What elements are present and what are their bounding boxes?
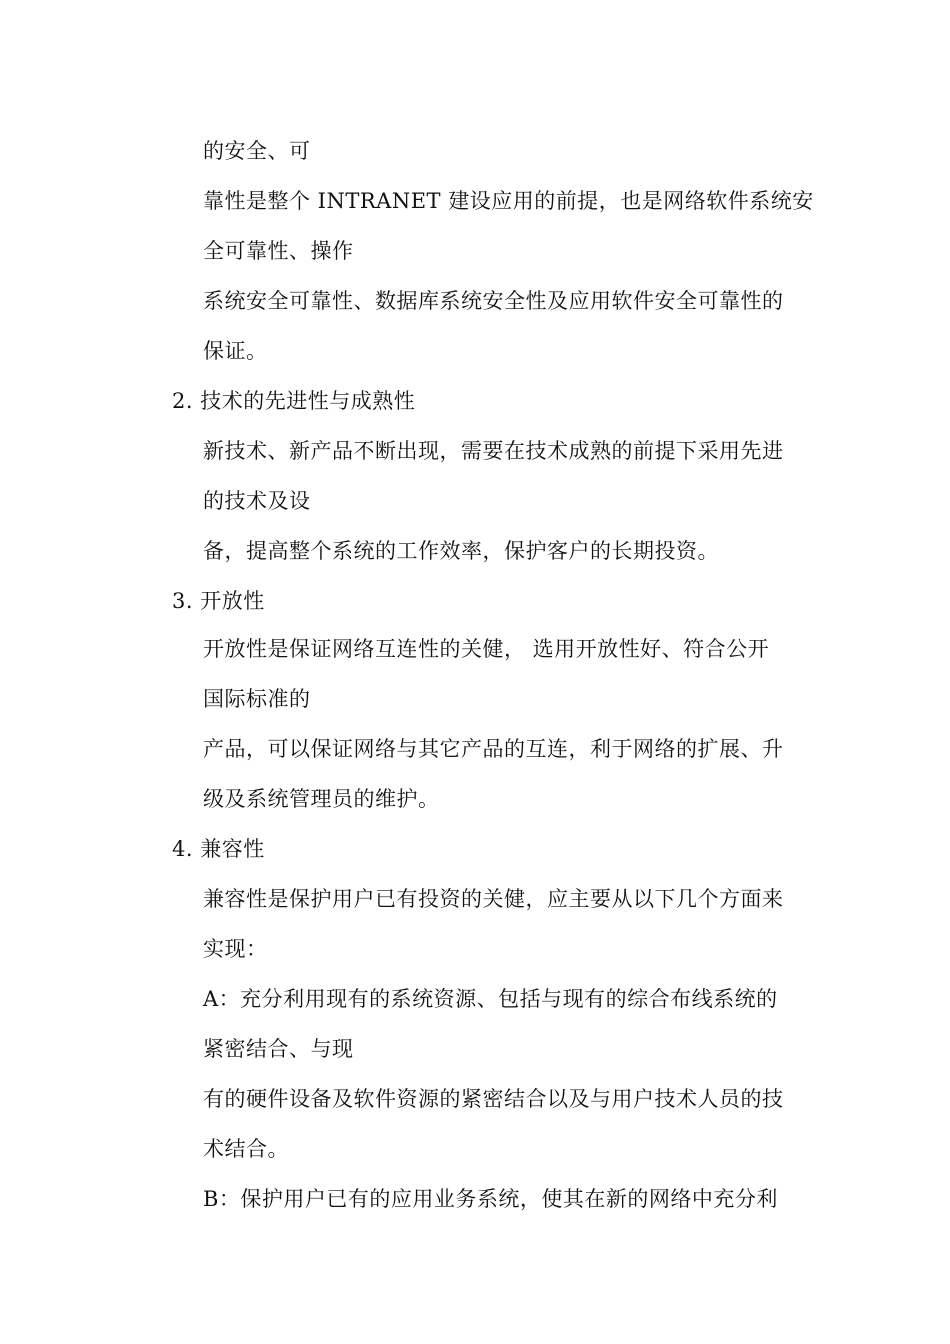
body-text-line: A：充分利用现有的系统资源、包括与现有的综合布线系统的 (203, 987, 778, 1011)
body-text-line: 靠性是整个 INTRANET 建设应用的前提，也是网络软件系统安 (203, 189, 814, 213)
section-heading-4: 4. 兼容性 (172, 837, 265, 861)
body-text-line: 的安全、可 (203, 139, 311, 163)
body-text-line: 开放性是保证网络互连性的关健， 选用开放性好、符合公开 (203, 637, 770, 661)
body-text-line: 级及系统管理员的维护。 (203, 787, 440, 811)
body-text-line: 保证。 (203, 339, 268, 363)
body-text-line: 的技术及设 (203, 489, 311, 513)
body-text-line: 系统安全可靠性、数据库系统安全性及应用软件安全可靠性的 (203, 289, 784, 313)
body-text-line: 产品，可以保证网络与其它产品的互连，利于网络的扩展、升 (203, 737, 784, 761)
body-text-line: 新技术、新产品不断出现，需要在技术成熟的前提下采用先进 (203, 439, 784, 463)
body-text-line: 国际标准的 (203, 687, 311, 711)
body-text-line: 全可靠性、操作 (203, 239, 354, 263)
section-heading-3: 3. 开放性 (172, 589, 265, 613)
body-text-line: 实现： (203, 937, 268, 961)
body-text-line: 兼容性是保护用户已有投资的关健，应主要从以下几个方面来 (203, 887, 784, 911)
body-text-line: 有的硬件设备及软件资源的紧密结合以及与用户技术人员的技 (203, 1087, 784, 1111)
body-text-line: 紧密结合、与现 (203, 1037, 354, 1061)
section-heading-2: 2. 技术的先进性与成熟性 (172, 389, 416, 413)
body-text-line: 术结合。 (203, 1137, 289, 1161)
body-text-line: 备，提高整个系统的工作效率，保护客户的长期投资。 (203, 539, 719, 563)
body-text-line: B：保护用户已有的应用业务系统，使其在新的网络中充分利 (203, 1187, 778, 1211)
